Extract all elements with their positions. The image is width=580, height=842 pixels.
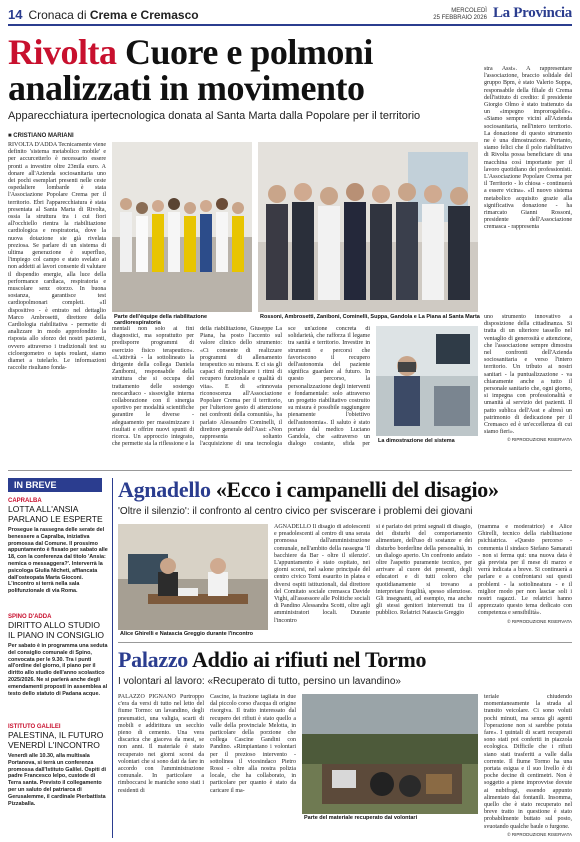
agnadello-column-3: (mamma e moderatrice) e Alice Ghirelli, tecnico della riabilitazione psichiatrica. «Questo percorso - commenta il sindaco Stefano Samarati - non si ferma qui: una nuova data è già prevista per il mese di marzo e verrà indicata a breve. Si continuerà a parlare e a confrontarsi sui questi problemi - la sottolineatura - e il miglior modo per non lasciar soli i nostri ragazzi. Le relatrici hanno apprezzato questo tema dedicato con competenza e sensibilità». © RIPRODUZIONE RISERVATA bbox=[478, 524, 572, 624]
breve-place: SPINO D'ADDA bbox=[8, 614, 52, 620]
breve-item-spino bbox=[8, 614, 108, 697]
divider-rule bbox=[118, 642, 572, 643]
newspaper-logo: La Provincia bbox=[492, 5, 572, 21]
breve-title: PALESTINA, IL FUTURO VENERDÌ L'INCONTRO bbox=[8, 730, 104, 750]
photo-agnadello-caption: Alice Ghirelli e Natascia Greggio durante l'incontro bbox=[120, 631, 254, 637]
lead-column-3: della riabilitazione, Giuseppe La Piana, ha posto l'accento sul valore clinico dello strumento: «Ci consente di realizzare programmi di allenamento terapeutico su misura. E ci sia gli capaci di moltiplicare i ritmi di recupero funzionale e qualità di vita». E di «rinnovata riconoscenza all'Associazione Popolare Crema per il territorio, per l'ulteriore gesto di attenzione nei confronti della comunità», ha parlato Alessandro Cominelli, il direttore generale dell'Asst: «Non rappresenta soltanto l'acquisizione di una tecnologia bbox=[200, 326, 282, 448]
photo-group-caption: Rossoni, Ambrosetti, Zaniboni, Cominelli, Suppa, Gandola e La Piana al Santa Marta bbox=[260, 314, 480, 320]
palazzo-column-2: Cascine, la frazione tagliata in due dal piccolo corso d'acqua di origine risorgiva. Il tratto interessato dal recupero dei rifiuti è stato quello a valle della provinciale Melotta, in particolare della porzione che collega Cascine Gandini con Pandino. «Rimpiantano i volontari per il prezioso intervento - sottolinea il vicesindaco Pietro Rossi - oltre alla nostra polizia locale, che ha collaborato, in particolare per quanto è stato da caricare il ma- bbox=[210, 694, 296, 794]
photo-equipe-caption: Parte dell'équipe della riabilitazione cardiorespiratoria bbox=[114, 314, 208, 326]
lead-column-4: sce un'azione concreta di solidarietà, che rafforza il legame tra sanità e territorio. Investire in strumenti e percorsi che favoriscono il recupero dell'autonomia del paziente significa guardare al futuro. In questo percorso, la personalizzazione degli interventi e fondamentale: solo attraverso un progetto riabilitativo costruito su misura è possibile raggiungere pienamente l'obiettivo dell'autonomia». Il saluto è stato portato dal medico Luciano Gandola, che «attraverso un dialogo costante, sfida per bbox=[288, 326, 370, 448]
photo-palazzo-caption: Parte del materiale recuperato dai volontari bbox=[304, 815, 418, 821]
breve-separator bbox=[112, 478, 113, 838]
lead-subtitle: Apparecchiatura ipertecnologica donata al Santa Marta dalla Popolare per il territorio bbox=[8, 110, 421, 122]
palazzo-title: Addio ai rifiuti nel Tormo bbox=[191, 647, 427, 672]
header-right bbox=[433, 5, 572, 22]
photo-agnadello bbox=[118, 524, 268, 630]
breve-text: Per sabato è in programma una seduta del consiglio comunale di Spino, convocata per le 9.30. Tra i punti all'ordine del giorno, il piano per il diritto allo studio dell'anno scolastico 2025/2026. Ne si parlerà anche degli emendamenti proposti in assemblea al testo dello statuto di Padana acque. bbox=[8, 643, 108, 697]
lead-title: Cuore e polmoni analizzati in movimento bbox=[8, 32, 373, 108]
palazzo-headline bbox=[118, 648, 572, 672]
lead-kicker: Rivolta bbox=[8, 32, 117, 72]
palazzo-copyright: © RIPRODUZIONE RISERVATA bbox=[507, 831, 572, 837]
agnadello-title: «Ecco i campanelli del disagio» bbox=[215, 477, 499, 502]
palazzo-column-1: PALAZZO PIGNANO Purtroppo c'era da versi di tutto nel letto del fiume Tormo: un lavandino, degli pneumatici, una valigia, scarti di mobili e addirittura un secchio pieno di cemento. Una vera discarica che giaceva da mesi, se non anni. Il materiale è stato recuperato nei giorni scorsi da volontari che si sono dati da fare in accordo con l'amministrazione comunale. In particolare a rimboccarsi le maniche sono stati i residenti di bbox=[118, 694, 204, 794]
photo-equipe bbox=[112, 142, 252, 312]
lead-headline bbox=[8, 34, 478, 106]
breve-place: CAPRALBA bbox=[8, 498, 42, 504]
agnadello-subtitle: 'Oltre il silenzio': il confronto al centro civico per sviscerare i problemi dei giovani bbox=[118, 506, 473, 517]
lead-column-2: mentali non solo ai fini diagnostici, ma soprattutto per predisporre programmi di esercizio fisico terapeutico». «L'attività - la sottolineato la dirigente della collega Daniela Zanibomi, responsabile della struttura che si occupa del trattamento delle sostengo neocardiaco - sissoviglie interna collaborazione con il sinergia sportivo per modalità scientifiche garantire le diverse - adeguamento per massimizzare i risultati e offrire nuovi spunti di ricerca. Un approccio integrato, che permette sia la riflessione e la bbox=[112, 326, 194, 448]
page-number: 14 bbox=[8, 7, 23, 22]
breve-text: Prosegue la rassegna delle serate del benessere a Capralba, iniziativa promossa dal Comune. Il prossimo appuntamento è fissato per sabato alle 18, con la conferenza dal titolo 'Ansia: nemica o messaggera?'. Interverrà la psicologa Giulia Nicheti, affiancata dall'osteopata Marta Gioconi. L'incontro si terrà nella sala polifunzionale di via Roma. bbox=[8, 527, 108, 595]
photo-demonstration-caption: La dimostrazione del sistema bbox=[378, 438, 455, 444]
issue-date bbox=[433, 8, 487, 22]
lead-byline: ■ CRISTIANO MARIANI bbox=[8, 133, 74, 139]
lead-column-5: stra Asst». A rappresentare l'associazione, braccio solidale del gruppo Bpm, è stato Valerio Suppa, responsabile della filiale di Crema dell'istituto di credito: il presidente Giorgio Olmo è stato trattenuto da un «impegno improrogabile». «Siamo sempre vicini all'Azienda sociosanitaria, nell'intero territorio. La donazione di questo strumento ne è una dimostrazione. Pertanto, siamo felici che il polo riabilitativo di Rivolta possa beneficiare di una macchina così importante per il lavoro quotidiano dei professionisti. L'Associazione Popolare Crema per il Territorio - lo chiosa - continuerà a essere vicina». «Il nuovo sistema metabolico acquisito grazie alla significativa donazione - ha rimarcato Gianni Rossoni, presidente dell'Associazione cremasca - rappresenta bbox=[484, 66, 572, 231]
lead-column-1: RIVOLTA D'ADDA Tecnicamente viene definito 'sistema metabolico mobile' e per accurcetterlo è necessario essere pronti a investire oltre 23mila euro. A donare all'Azienda sociosanitaria uno dei pochi esemplari presenti nelle ceste ospedaliere lombarde è stata l'Associazione Popolare Crema per il territorio. Ebri l'apparecchiatura è stata presentata al Santa Marta di Rivolta, ossia la struttura tra i cui fiori all'occhiello rientra la riabilitazione cardiologica e respiratoria, dove la nuova dotazione sie già rivelata preziosa. Se parlare di un sistema di ultima generazione è superfluo, l'impiego col campo e stato svelato ai non addetti ai lavori consente di valutare il dispendio energie, alla luce della performance cardiaca, respiratoria e muscolare senz otorzo. In buona sostanza, garantisce test cardiopolmonari completi. «Il dispositivo - è entrato nel dettaglio Marco Ambrosetti, direttore della Cardiologia riabilitativa - permette di analizzare in modo approfondito la risposta allo sforzo dei nostri pazienti, ovvero attraverso i tradizionali test su cicloergometro o tapis roulant, siamo diamet a tutelarlo. Le informazioni raccolte risultano fonda- bbox=[8, 142, 106, 372]
divider-rule bbox=[8, 470, 572, 471]
in-breve-label: IN BREVE bbox=[8, 478, 102, 492]
page-header bbox=[8, 6, 572, 26]
section-name: Crema e Cremasco bbox=[89, 8, 199, 22]
photo-palazzo bbox=[302, 694, 478, 814]
agnadello-column-2: si è parlato dei primi segnali di disagio, dei disturbi del comportamento alimentare, dell'uso di sostanze e dei disturbo borderline della personalità, in un dialogo aperto. Un confronto andato oltre l'aspetto puramente tecnico, per arrivare al cuore dei presenti, degli educatori e di tutti coloro che quotidianamente si trovano a interpretare fragilità, spesso silenziose. Gli insegnanti, ad esempio, ma anche gli stessi genitori intervenuti tra il pubblico. Relatrici Natascia Greggio bbox=[376, 524, 472, 617]
agnadello-kicker: Agnadello bbox=[118, 477, 211, 502]
palazzo-column-3: teriale chiudendo momentaneamente la strada al transito veicolare. Ci sono voluti pochi minuti, ma senza gli agenti l'operazione non si sarebbe potuta fare». I quintali di scarti recuperati sono stati poi conferiti in piazzola ecologica. Difficile che i rifiuti siano stati trasferiti a valle dalla corrente. Il fiume Tormo ha una portata esigua e il suo livello è di poche decine di centimetri. Non è soggetto a piene improvvise dovute ai nubifragi, essendo appunto alimentato dai fontanili. Insomma, quello che è stato recuperato nel breve tratto in questione è stato probabilmente buttato sul posto, svuotando qualche baule o furgone. © RIPRODUZIONE RISERVATA bbox=[484, 694, 572, 837]
section-label bbox=[28, 8, 198, 22]
breve-text: Venerdì alle 10.30, alla multisala Portanova, si terrà un conferenza promossa dall'Istituto Galilei. Ospiti di padre Francesco Ielpo, custode di Terra santa. Previsto il collegamento per un saluto del patriarca di Gerusalemme, il cardinale Pierbattista Pizzaballa. bbox=[8, 753, 107, 807]
lead-column-6: uno strumento innovativo a disposizione della cittadinanza. Si tratta di un ulteriore tassello nel ventaglio di generosità e attenzione, che l'associazione sempre dimostra nel confronti dell'Azienda sociosanitaria e verso l'intero territorio. Un tributo ai nostri sanitari - la puntualizzazione - va chiaramente anche a tutto il personale sanitario che, ogni giorno, si impegna con professionalità e umanità al servizio dei pazienti. Il patto sublica dell'Asst e altresì un patrimonio di dedicazione per il Cremasco ed è un'eccellenza di cui siamo fieri». © RIPRODUZIONE RISERVATA bbox=[484, 314, 572, 443]
photo-demonstration bbox=[376, 326, 478, 436]
section-prefix: Cronaca di bbox=[28, 8, 87, 22]
breve-item-galilei bbox=[8, 724, 108, 807]
palazzo-kicker: Palazzo bbox=[118, 647, 188, 672]
weekday: MERCOLEDÌ bbox=[451, 8, 487, 14]
palazzo-subtitle: I volontari al lavoro: «Recuperato di tutto, persino un lavandino» bbox=[118, 676, 401, 687]
date-text: 25 FEBBRAIO 2026 bbox=[433, 15, 487, 21]
breve-title: DIRITTO ALLO STUDIO IL PIANO IN CONSIGLIO bbox=[8, 620, 105, 640]
lead-copyright: © RIPRODUZIONE RISERVATA bbox=[507, 437, 572, 443]
breve-item-capralba bbox=[8, 498, 108, 595]
breve-title: LOTTA ALL'ANSIA PARLANO LE ESPERTE bbox=[8, 504, 103, 524]
photo-group bbox=[258, 142, 478, 312]
agnadello-copyright: © RIPRODUZIONE RISERVATA bbox=[507, 618, 572, 624]
agnadello-headline bbox=[118, 478, 572, 502]
breve-place: ISTITUTO GALILEI bbox=[8, 724, 61, 730]
agnadello-column-1: AGNADELLO Il disagio di adolescenti e preadolescenti al centro di una serata promossa dall'amministrazione comunale, nell'ambito della rassegna 'Il bacchiere da Bar - oltre il silenzio'. L'appuntamento è stato ospitato, nei giorni scorsi, nel salone principale del centro civico Tomi esaurito in platea e diversi ospiti istituzionali, dal direttore del Comitato sociale cremasca Davide Vighi, all'assessore alle Politiche sociali di Pandino Alessandra Scotti, oltre agli amministratori locali. Durante l'incontro bbox=[274, 524, 370, 624]
